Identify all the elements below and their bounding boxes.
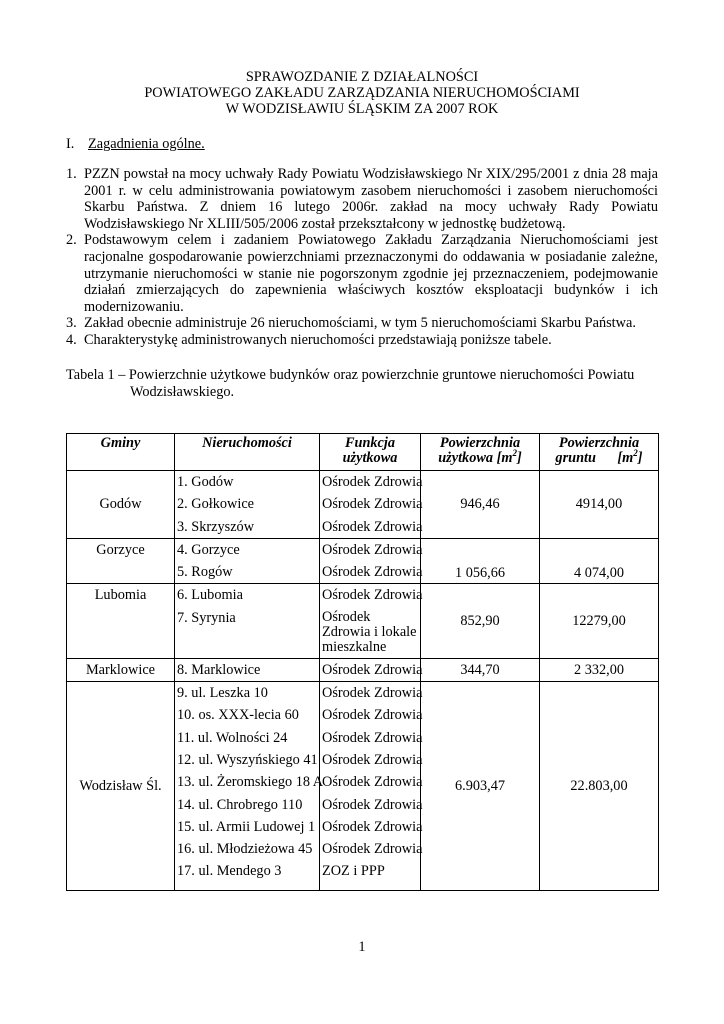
list-item-number: 2. xyxy=(66,232,77,249)
cell-funkcja xyxy=(320,682,421,891)
property-name: 15. ul. Armii Ludowej 1 xyxy=(177,818,316,835)
list-item-text: Zakład obecnie administruje 26 nieruchomościami, w tym 5 nieruchomościami Skarbu Państwa. xyxy=(84,315,636,332)
property-name: 1. Godów xyxy=(177,474,234,490)
cell-gmina: Lubomia xyxy=(67,584,175,658)
cell-powierzchnia-uzytkowa: 6.903,47 xyxy=(421,682,540,891)
function-name: Ośrodek Zdrowia xyxy=(322,796,423,813)
table-row xyxy=(67,584,659,658)
cell-gmina: Gorzyce xyxy=(67,538,175,584)
list-item xyxy=(66,166,658,232)
cell-powierzchnia-gruntu: 4914,00 xyxy=(540,471,659,539)
property-name: 6. Lubomia xyxy=(177,587,243,604)
table-header-row xyxy=(67,434,659,471)
property-name: 17. ul. Mendego 3 xyxy=(177,863,282,880)
function-name: Ośrodek Zdrowia i lokale mieszkalne xyxy=(322,608,417,655)
function-name: Ośrodek Zdrowia xyxy=(322,587,423,604)
list-item-number: 1. xyxy=(66,166,77,182)
list-item xyxy=(66,332,658,349)
header-powierzchnia-uzytkowa xyxy=(421,434,540,471)
header-powierzchnia-gruntu xyxy=(540,434,659,471)
cell-gmina: Godów xyxy=(67,471,175,539)
list-item-text: PZZN powstał na mocy uchwały Rady Powiatu Wodzisławskiego Nr XIX/295/2001 z dnia 28 maja 2001 r. w celu administrowania powiatowym zasobem nieruchomości i zasobem nieruchomości Skarbu Państwa. Z dniem 16 lutego 2006r. zakład na mocy uchwały Rady Powiatu Wodzisławskiego Nr XLIII/505/2006 został przekształcony w jednostkę budżetową. xyxy=(84,166,658,232)
cell-powierzchnia-uzytkowa: 852,90 xyxy=(421,584,540,658)
cell-powierzchnia-gruntu: 22.803,00 xyxy=(540,682,659,891)
list-item-number: 4. xyxy=(66,331,77,348)
function-name: Ośrodek Zdrowia xyxy=(322,707,423,724)
function-name: Ośrodek Zdrowia xyxy=(322,841,423,858)
table-caption xyxy=(66,367,658,400)
header-pu-close: ] xyxy=(517,450,522,466)
page-number: 1 xyxy=(358,939,366,955)
function-name: Ośrodek Zdrowia xyxy=(322,518,423,535)
section-heading xyxy=(66,136,205,153)
header-pg-text: Powierzchnia gruntu [m xyxy=(555,435,643,466)
property-name: 7. Syrynia xyxy=(177,609,236,626)
property-name: 13. ul. Żeromskiego 18 A xyxy=(177,774,324,791)
table-row xyxy=(67,538,659,584)
function-name: Ośrodek Zdrowia xyxy=(322,496,423,513)
header-gminy: Gminy xyxy=(67,434,175,471)
cell-powierzchnia-uzytkowa: 1 056,66 xyxy=(421,538,540,584)
property-name: 12. ul. Wyszyńskiego 41 xyxy=(177,751,318,768)
function-name: Ośrodek Zdrowia xyxy=(322,729,423,746)
function-name: Ośrodek Zdrowia xyxy=(322,564,423,581)
list-item-text: Charakterystykę administrowanych nieruchomości przedstawiają poniższe tabele. xyxy=(84,331,552,348)
section-number: I. xyxy=(66,136,75,152)
list-item-number: 3. xyxy=(66,315,77,332)
property-name: 8. Marklowice xyxy=(177,661,261,678)
table-caption-line-1: Tabela 1 – Powierzchnie użytkowe budynków oraz powierzchnie gruntowe nieruchomości Powiatu xyxy=(66,367,635,383)
cell-funkcja xyxy=(320,471,421,539)
cell-nieruchomosci xyxy=(175,658,320,681)
cell-gmina: Marklowice xyxy=(67,658,175,681)
header-pg-close: ] xyxy=(637,450,643,466)
title-line-1: SPRAWOZDANIE Z DZIAŁALNOŚCI xyxy=(245,69,479,85)
header-pu-sup: 2 xyxy=(512,448,517,459)
function-name: Ośrodek Zdrowia xyxy=(322,751,423,768)
list-item xyxy=(66,315,658,332)
function-name: Ośrodek Zdrowia xyxy=(322,685,423,702)
cell-nieruchomosci xyxy=(175,682,324,891)
header-nieruchomosci: Nieruchomości xyxy=(175,434,320,471)
table-row xyxy=(67,658,659,681)
function-name: Ośrodek Zdrowia xyxy=(322,818,423,835)
report-title xyxy=(0,69,724,117)
cell-powierzchnia-gruntu: 12279,00 xyxy=(540,584,659,658)
cell-powierzchnia-uzytkowa: 946,46 xyxy=(421,471,540,539)
cell-nieruchomosci xyxy=(175,584,320,658)
header-pg-sup: 2 xyxy=(633,448,638,459)
cell-funkcja xyxy=(320,658,421,681)
cell-powierzchnia-uzytkowa: 344,70 xyxy=(421,658,540,681)
list-item-text: Podstawowym celem i zadaniem Powiatowego Zakładu Zarządzania Nieruchomościami jest racjonalne gospodarowanie powierzchniami przeznaczonymi do oddawania w posiadanie zależne, utrzymanie nieruchomości w stanie nie pogorszonym zgodnie jej przeznaczeniem, podejmowanie działań zmierzających do zapewnienia właściwych kosztów eksploatacji budynków i ich modernizowaniu. xyxy=(84,232,658,315)
section-title: Zagadnienia ogólne. xyxy=(88,136,205,152)
cell-gmina: Wodzisław Śl. xyxy=(67,682,175,891)
property-name: 2. Gołkowice xyxy=(177,496,255,513)
cell-funkcja xyxy=(320,584,421,658)
function-name: Ośrodek Zdrowia xyxy=(322,541,423,558)
general-points-list xyxy=(66,166,658,349)
cell-funkcja xyxy=(320,538,421,584)
property-name: 9. ul. Leszka 10 xyxy=(177,685,268,702)
property-name: 11. ul. Wolności 24 xyxy=(177,729,288,746)
title-line-3: W WODZISŁAWIU ŚLĄSKIM ZA 2007 ROK xyxy=(225,101,499,117)
property-area-table xyxy=(66,433,659,891)
table-row xyxy=(67,682,659,891)
cell-powierzchnia-gruntu: 2 332,00 xyxy=(540,658,659,681)
function-name: Ośrodek Zdrowia xyxy=(322,774,423,791)
function-name: Ośrodek Zdrowia xyxy=(322,661,423,678)
table-caption-line-2: Wodzisławskiego. xyxy=(130,383,235,400)
title-line-2: POWIATOWEGO ZAKŁADU ZARZĄDZANIA NIERUCHOMOŚCIAMI xyxy=(144,85,580,101)
list-item xyxy=(66,232,658,315)
property-name: 16. ul. Młodzieżowa 45 xyxy=(177,841,313,858)
function-name: Ośrodek Zdrowia xyxy=(322,474,423,490)
property-name: 3. Skrzyszów xyxy=(177,518,255,535)
function-name: ZOZ i PPP xyxy=(322,863,385,880)
header-funkcja: Funkcja użytkowa xyxy=(320,434,421,471)
property-name: 10. os. XXX-lecia 60 xyxy=(177,707,299,724)
table-row xyxy=(67,471,659,539)
property-name: 14. ul. Chrobrego 110 xyxy=(177,796,303,813)
cell-nieruchomosci xyxy=(175,471,320,539)
cell-powierzchnia-gruntu: 4 074,00 xyxy=(540,538,659,584)
property-name: 5. Rogów xyxy=(177,564,233,581)
header-pu-text: Powierzchnia użytkowa [m xyxy=(438,435,521,466)
property-name: 4. Gorzyce xyxy=(177,541,240,558)
cell-nieruchomosci xyxy=(175,538,320,584)
